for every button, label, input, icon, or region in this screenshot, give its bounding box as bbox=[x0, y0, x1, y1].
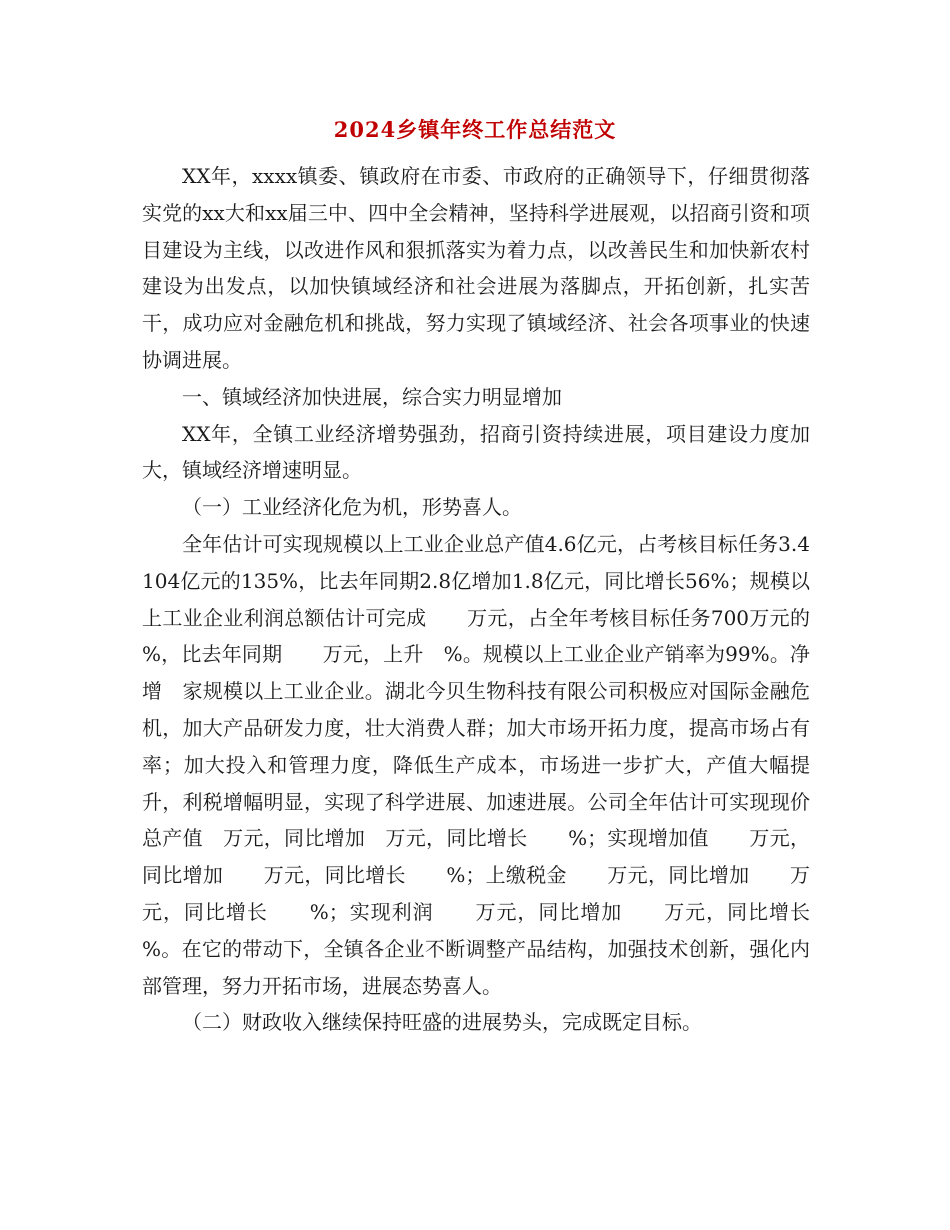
section-1-paragraph: XX年，全镇工业经济增势强劲，招商引资持续进展，项目建设力度加大，镇域经济增速明显。 bbox=[142, 421, 810, 483]
subsection-1-paragraph: 全年估计可实现规模以上工业企业总产值4.6亿元，占考核目标任务3.4104亿元的135%，比去年同期2.8亿增加1.8亿元，同比增长56%；规模以上工业企业利润总额估计可完成 万元，占全年考核目标任务700万元的 %，比去年同期 万元，上升 %。规模以上工业企业产销率为99%。净增 家规模以上工业企业。湖北今贝生物科技有限公司积极应对国际金融危机，加大产品研发力度，壮大消费人群；加大市场开拓力度，提高市场占有率；加大投入和管理力度，降低生产成本，市场进一步扩大，产值大幅提升，利税增幅明显，实现了科学进展、加速进展。公司全年估计可实现现价总产值 万元，同比增加 万元，同比增长 %；实现增加值 万元，同比增加 万元，同比增长 %；上缴税金 万元，同比增加 万元，同比增长 %；实现利润 万元，同比增加 万元，同比增长 %。在它的带动下，全镇各企业不断调整产品结构，加强技术创新，强化内部管理，努力开拓市场，进展态势喜人。 bbox=[142, 531, 850, 998]
subsection-heading-2: （二）财政收入继续保持旺盛的进展势头，完成既定目标。 bbox=[182, 1010, 702, 1035]
section-heading-1: 一、镇域经济加快进展，综合实力明显增加 bbox=[182, 384, 562, 409]
intro-paragraph: XX年，xxxx镇委、镇政府在市委、市政府的正确领导下，仔细贯彻落实党的xx大和xx届三中、四中全会精神，坚持科学进展观，以招商引资和项目建设为主线，以改进作风和狠抓落实为着力点，以改善民生和加快新农村建设为出发点，以加快镇域经济和社会进展为落脚点，开拓创新，扎实苦干，成功应对金融危机和挑战，努力实现了镇域经济、社会各项事业的快速协调进展。 bbox=[142, 164, 810, 372]
subsection-heading-1: （一）工业经济化危为机，形势喜人。 bbox=[182, 495, 522, 520]
document-title: 2024乡镇年终工作总结范文 bbox=[333, 117, 617, 142]
document-body bbox=[142, 158, 850, 1041]
